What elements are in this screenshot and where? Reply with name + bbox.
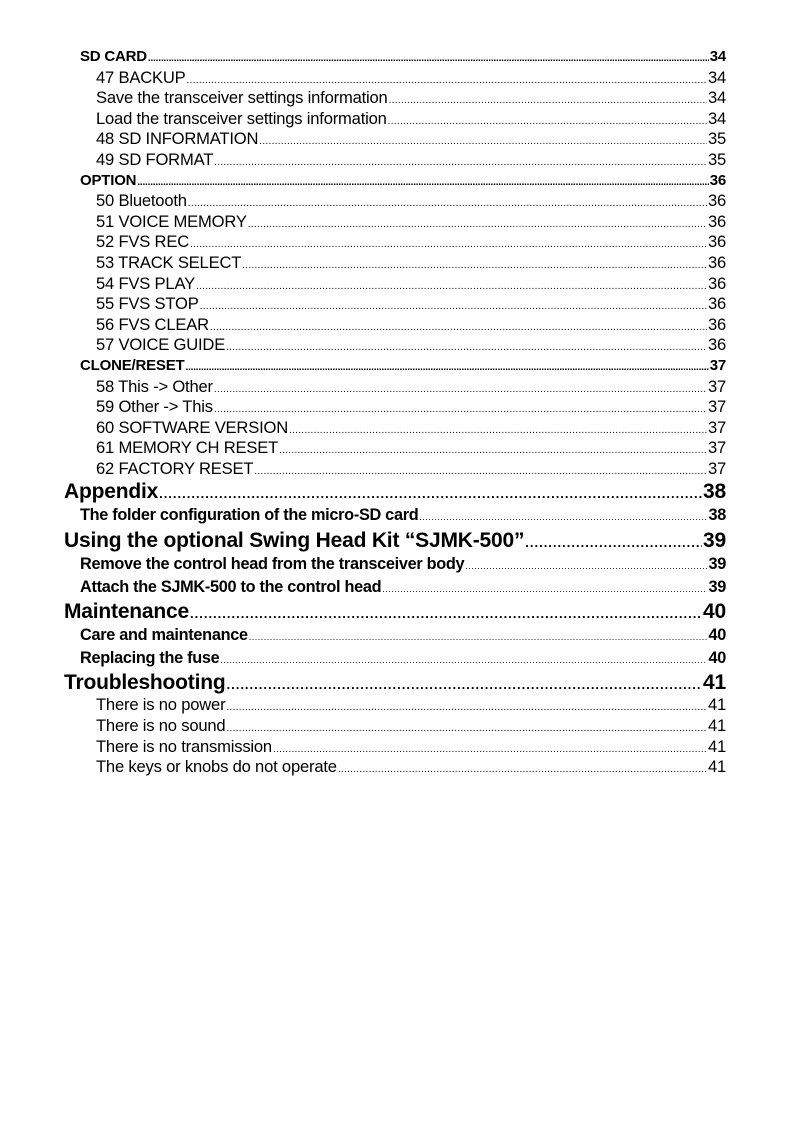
toc-entry-page: 36 — [707, 294, 726, 314]
dot-leader — [226, 672, 702, 697]
toc-entry-page: 39 — [708, 554, 726, 573]
toc-entry-page: 37 — [707, 376, 726, 396]
dot-leader — [137, 173, 708, 194]
toc-entry-page: 36 — [707, 232, 726, 252]
toc-entry-label: CLONE/RESET — [80, 356, 185, 374]
dot-leader — [148, 49, 709, 70]
dot-leader — [389, 91, 707, 112]
toc-entry-item[interactable] — [96, 232, 726, 253]
toc-entry-label: Remove the control head from the transceiver body — [80, 554, 465, 573]
toc-entry-chap[interactable] — [64, 670, 726, 695]
toc-entry-page: 41 — [707, 736, 726, 756]
toc-entry-item[interactable] — [96, 418, 726, 439]
toc-entry-item[interactable] — [96, 274, 726, 295]
toc-entry-label: Care and maintenance — [80, 626, 248, 645]
dot-leader — [242, 256, 707, 277]
toc-entry-sub[interactable] — [80, 553, 726, 576]
toc-entry-page: 36 — [707, 191, 726, 211]
toc-entry-label: OPTION — [80, 171, 137, 189]
toc-entry-item[interactable] — [96, 315, 726, 336]
toc-entry-page: 40 — [708, 649, 726, 668]
toc-entry-item[interactable] — [96, 737, 726, 758]
toc-entry-label: 48 SD INFORMATION — [96, 129, 259, 149]
toc-entry-sec[interactable] — [80, 356, 726, 377]
toc-entry-page: 34 — [709, 48, 726, 65]
toc-entry-label: Save the transceiver settings information — [96, 88, 388, 108]
toc-entry-item[interactable] — [96, 397, 726, 418]
dot-leader — [226, 719, 707, 740]
toc-entry-page: 34 — [707, 88, 726, 108]
dot-leader — [190, 235, 707, 256]
toc-entry-item[interactable] — [96, 212, 726, 233]
toc-entry-page: 34 — [707, 67, 726, 87]
toc-entry-page: 41 — [703, 671, 726, 695]
toc-entry-item[interactable] — [96, 191, 726, 212]
toc-entry-item[interactable] — [96, 459, 726, 480]
toc-entry-label: Attach the SJMK-500 to the control head — [80, 577, 382, 596]
toc-entry-label: Troubleshooting — [64, 671, 226, 695]
toc-entry-page: 34 — [707, 108, 726, 128]
toc-entry-label: Load the transceiver settings information — [96, 108, 387, 128]
toc-entry-page: 41 — [707, 716, 726, 735]
toc-entry-page: 36 — [707, 314, 726, 334]
toc-entry-label: 60 SOFTWARE VERSION — [96, 417, 288, 437]
toc-entry-label: There is no power — [96, 695, 226, 715]
dot-leader — [388, 112, 707, 133]
toc-entry-item[interactable] — [96, 695, 726, 716]
toc-entry-sub[interactable] — [80, 647, 726, 670]
toc-entry-item[interactable] — [96, 129, 726, 150]
toc-entry-page: 37 — [707, 397, 726, 417]
dot-leader — [214, 380, 707, 401]
toc-entry-page: 38 — [703, 480, 726, 504]
toc-entry-page: 35 — [707, 129, 726, 149]
dot-leader — [273, 740, 707, 761]
toc-entry-page: 37 — [707, 417, 726, 437]
toc-entry-label: 57 VOICE GUIDE — [96, 335, 226, 355]
toc-entry-page: 39 — [708, 577, 726, 596]
dot-leader — [185, 358, 708, 379]
toc-entry-page: 36 — [707, 273, 726, 293]
toc-entry-page: 36 — [709, 171, 726, 189]
toc-entry-page: 37 — [707, 458, 726, 478]
toc-entry-label: 50 Bluetooth — [96, 191, 187, 211]
toc-entry-label: 61 MEMORY CH RESET — [96, 438, 279, 458]
dot-leader — [254, 462, 707, 483]
toc-entry-item[interactable] — [96, 109, 726, 130]
toc-entry-page: 37 — [707, 438, 726, 458]
dot-leader — [210, 318, 707, 339]
toc-entry-item[interactable] — [96, 716, 726, 737]
toc-entry-label: Appendix — [64, 480, 159, 504]
dot-leader — [190, 601, 702, 626]
toc-entry-page: 36 — [707, 211, 726, 231]
toc-entry-page: 41 — [707, 695, 726, 715]
toc-entry-item[interactable] — [96, 253, 726, 274]
toc-entry-page: 38 — [708, 506, 726, 525]
toc-entry-label: The folder configuration of the micro-SD card — [80, 506, 419, 525]
toc-entry-label: 53 TRACK SELECT — [96, 252, 242, 272]
toc-entry-sub[interactable] — [80, 624, 726, 647]
toc-entry-sec[interactable] — [80, 47, 726, 68]
toc-entry-page: 37 — [709, 356, 726, 374]
toc-entry-page: 35 — [707, 149, 726, 169]
dot-leader — [220, 649, 707, 672]
toc-entry-label: 54 FVS PLAY — [96, 273, 195, 293]
toc-entry-sec[interactable] — [80, 171, 726, 192]
dot-leader — [338, 760, 707, 781]
toc-entry-label: 58 This -> Other — [96, 376, 213, 396]
toc-entry-page: 40 — [708, 626, 726, 645]
dot-leader — [419, 506, 707, 529]
dot-leader — [465, 555, 707, 578]
dot-leader — [200, 297, 707, 318]
toc-entry-item[interactable] — [96, 335, 726, 356]
toc-entry-label: 56 FVS CLEAR — [96, 314, 209, 334]
toc-entry-sub[interactable] — [80, 576, 726, 599]
toc-entry-label: 52 FVS REC — [96, 232, 189, 252]
toc-entry-item[interactable] — [96, 377, 726, 398]
dot-leader — [259, 132, 707, 153]
toc-entry-page: 36 — [707, 252, 726, 272]
toc-entry-label: 59 Other -> This — [96, 397, 213, 417]
toc-entry-chap[interactable] — [64, 599, 726, 624]
dot-leader — [226, 338, 707, 359]
toc-entry-item[interactable] — [96, 757, 726, 778]
dot-leader — [279, 441, 707, 462]
table-of-contents — [64, 47, 726, 778]
toc-entry-label: Maintenance — [64, 600, 189, 624]
dot-leader — [249, 626, 708, 649]
toc-entry-label: There is no sound — [96, 716, 226, 735]
toc-entry-label: There is no transmission — [96, 736, 272, 756]
toc-entry-label: Using the optional Swing Head Kit “SJMK-500” — [64, 528, 525, 552]
toc-entry-item[interactable] — [96, 88, 726, 109]
toc-entry-page: 36 — [707, 335, 726, 355]
toc-entry-item[interactable] — [96, 294, 726, 315]
toc-entry-label: 49 SD FORMAT — [96, 149, 214, 169]
toc-entry-chap[interactable] — [64, 528, 726, 553]
toc-entry-item[interactable] — [96, 68, 726, 89]
toc-entry-page: 40 — [703, 600, 726, 624]
dot-leader — [159, 481, 702, 506]
toc-entry-label: Replacing the fuse — [80, 649, 220, 668]
toc-entry-label: 51 VOICE MEMORY — [96, 211, 247, 231]
toc-entry-label: The keys or knobs do not operate — [96, 757, 337, 777]
toc-entry-chap[interactable] — [64, 479, 726, 504]
dot-leader — [196, 277, 707, 298]
toc-entry-page: 41 — [707, 757, 726, 777]
toc-entry-item[interactable] — [96, 150, 726, 171]
dot-leader — [214, 153, 707, 174]
dot-leader — [525, 530, 702, 555]
toc-entry-item[interactable] — [96, 438, 726, 459]
dot-leader — [248, 215, 707, 236]
dot-leader — [226, 698, 707, 719]
toc-entry-label: 55 FVS STOP — [96, 294, 199, 314]
dot-leader — [382, 578, 707, 601]
dot-leader — [188, 194, 707, 215]
toc-entry-label: SD CARD — [80, 48, 147, 65]
dot-leader — [289, 421, 707, 442]
toc-entry-label: 62 FACTORY RESET — [96, 458, 254, 478]
toc-entry-sub[interactable] — [80, 504, 726, 527]
toc-entry-page: 39 — [703, 528, 726, 552]
toc-entry-label: 47 BACKUP — [96, 67, 186, 87]
